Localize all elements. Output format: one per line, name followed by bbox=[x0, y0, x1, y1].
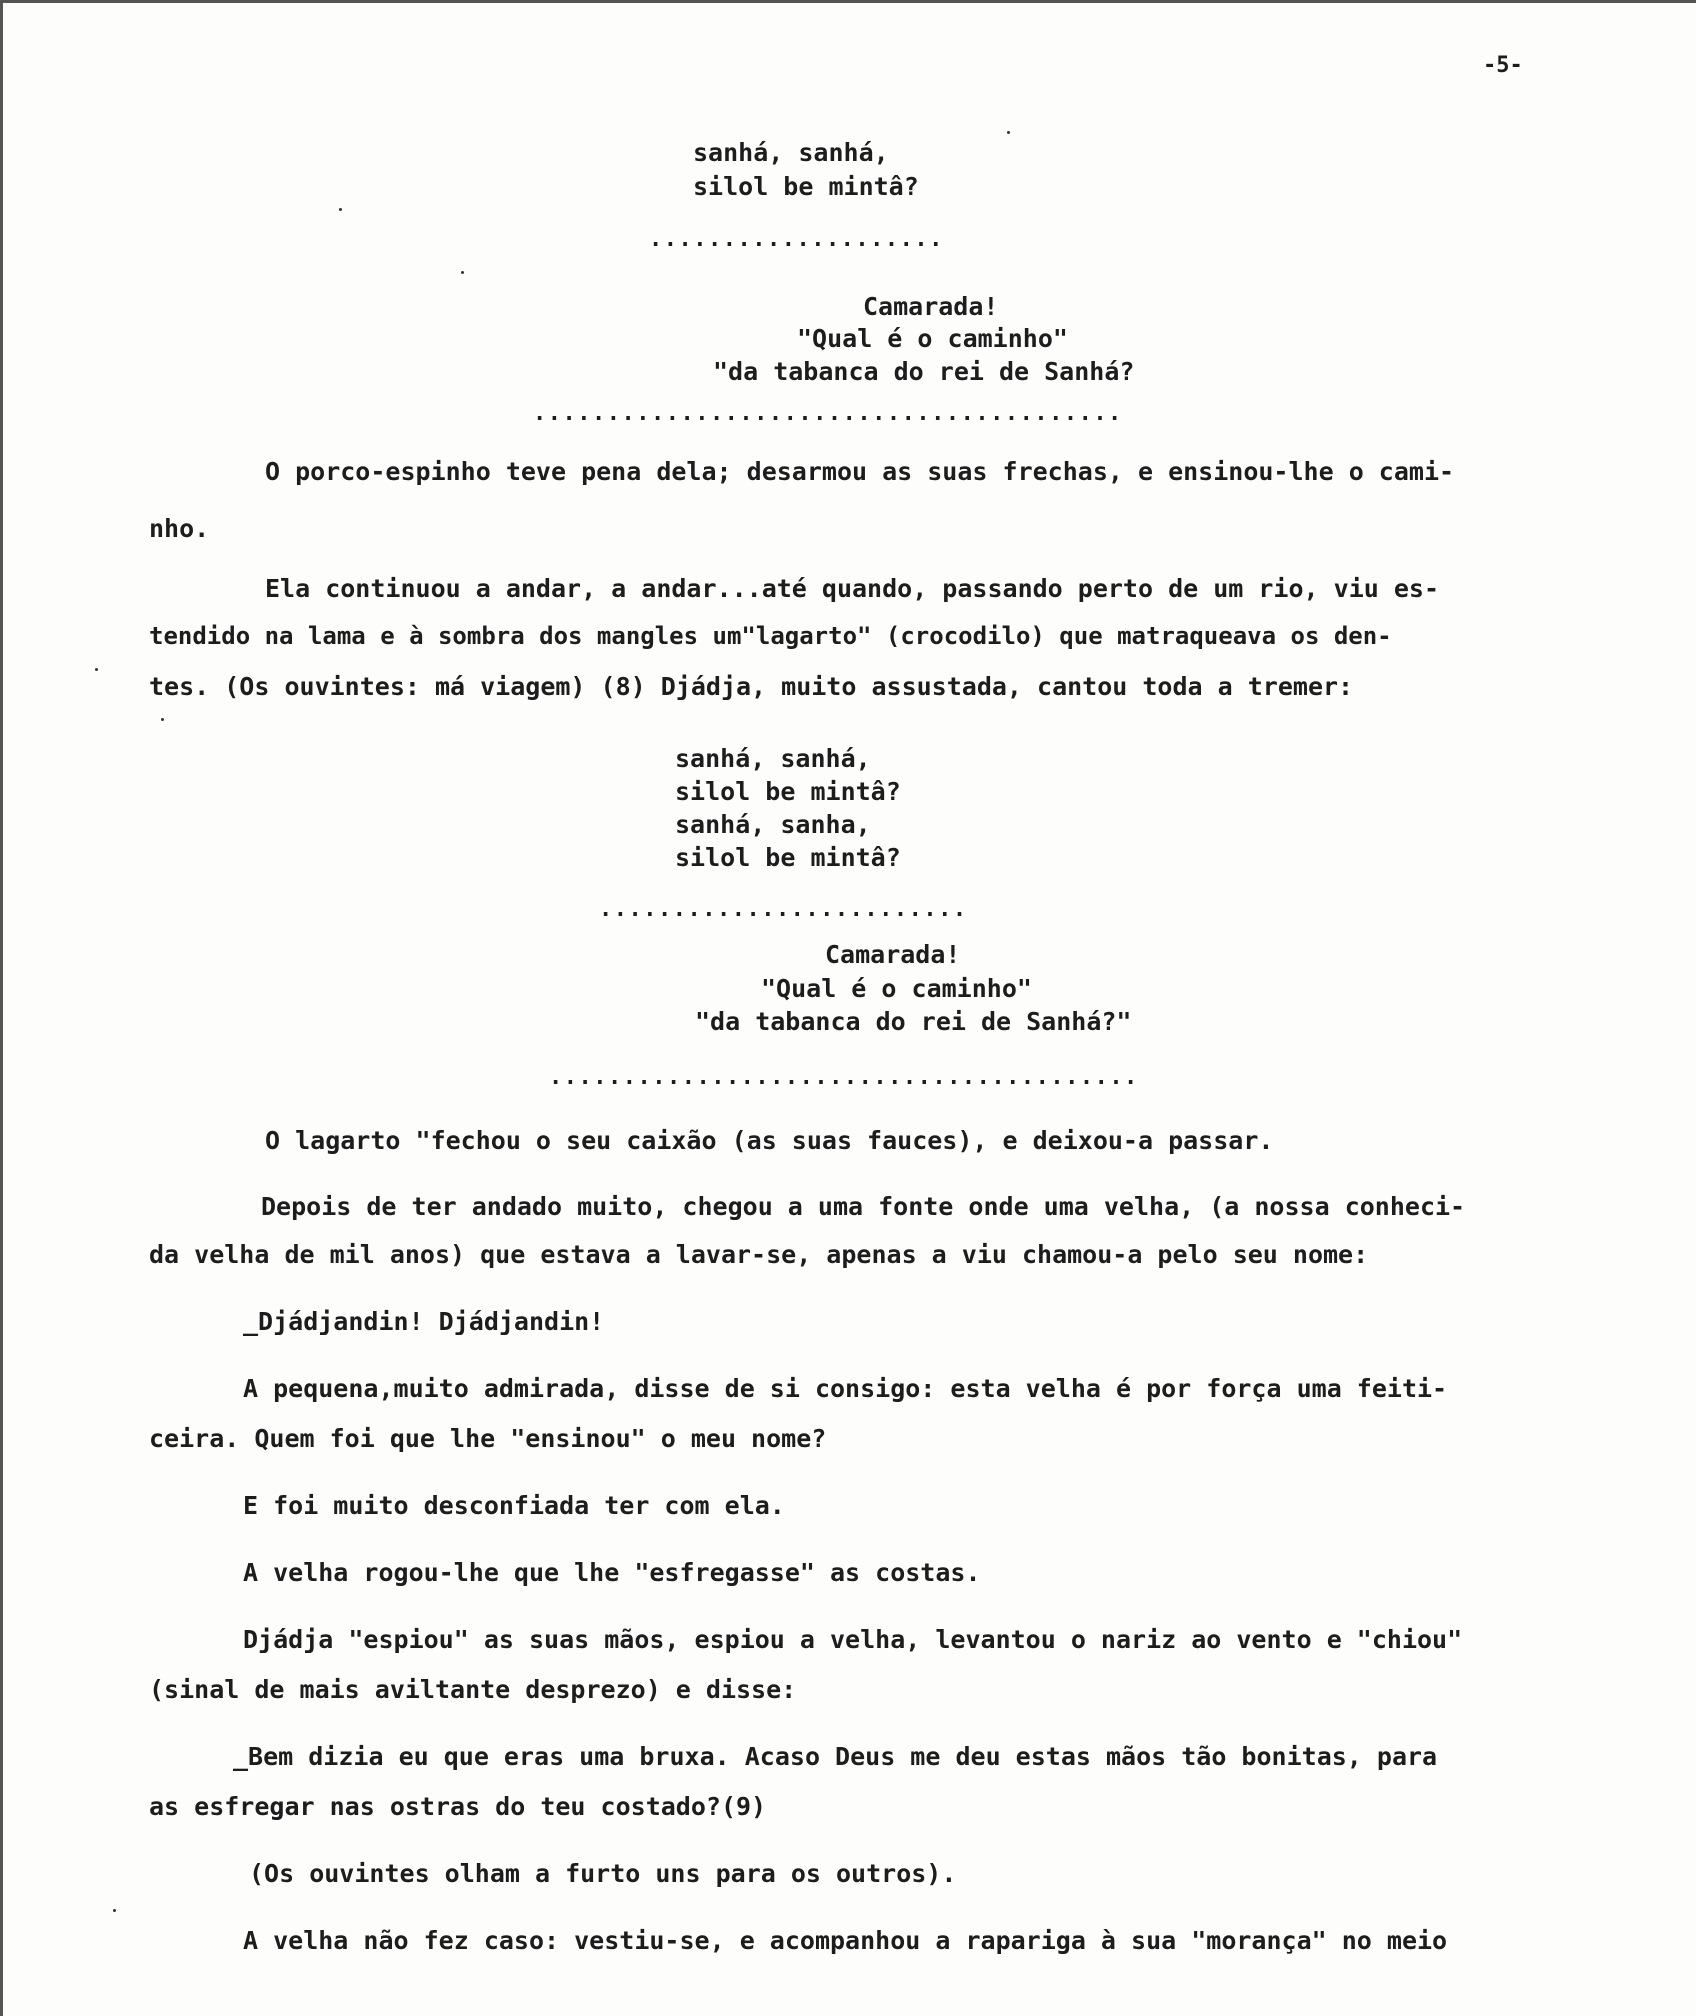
chorus2-line-1: Camarada! bbox=[825, 940, 961, 969]
paragraph-1-line-1: O porco-espinho teve pena dela; desarmou as suas frechas, e ensinou-lhe o cami- bbox=[265, 457, 1455, 486]
song2-line-3: sanhá, sanha, bbox=[675, 810, 871, 839]
paragraph-4-line-1: Depois de ter andado muito, chegou a uma fonte onde uma velha, (a nossa conheci- bbox=[261, 1192, 1466, 1221]
paragraph-10-line-1: _Bem dizia eu que eras uma bruxa. Acaso Deus me deu estas mãos tão bonitas, para bbox=[233, 1742, 1438, 1771]
scan-speck bbox=[113, 1909, 116, 1912]
chorus1-line-2: "Qual é o caminho" bbox=[797, 324, 1068, 353]
paragraph-10-line-2: as esfregar nas ostras do teu costado?(9) bbox=[149, 1792, 767, 1821]
chorus1-line-3: "da tabanca do rei de Sanhá? bbox=[713, 357, 1135, 386]
scan-speck bbox=[461, 271, 464, 274]
paragraph-8: A velha rogou-lhe que lhe "esfregasse" as costas. bbox=[243, 1558, 981, 1587]
scan-speck bbox=[161, 718, 164, 721]
paragraph-1-line-2: nho. bbox=[149, 514, 210, 543]
paragraph-7: E foi muito desconfiada ter com ela. bbox=[243, 1491, 785, 1520]
paragraph-4-line-2: da velha de mil anos) que estava a lavar-se, apenas a viu chamou-a pelo seu nome: bbox=[149, 1240, 1369, 1269]
song2-line-1: sanhá, sanhá, bbox=[675, 744, 871, 773]
paragraph-9-line-1: Djádja "espiou" as suas mãos, espiou a velha, levantou o nariz ao vento e "chiou" bbox=[243, 1625, 1463, 1654]
chorus2-line-2: "Qual é o caminho" bbox=[761, 974, 1032, 1003]
paragraph-3: O lagarto "fechou o seu caixão (as suas fauces), e deixou-a passar. bbox=[265, 1126, 1274, 1155]
scan-speck bbox=[1007, 131, 1010, 134]
page-number: -5- bbox=[1483, 53, 1523, 78]
chorus2-line-3: "da tabanca do rei de Sanhá?" bbox=[695, 1007, 1132, 1036]
paragraph-2-line-2: tendido na lama e à sombra dos mangles um"lagarto" (crocodilo) que matraqueava os den- bbox=[149, 622, 1392, 650]
song1-line-2: silol be mintâ? bbox=[693, 172, 919, 201]
paragraph-2-line-3: tes. (Os ouvintes: má viagem) (8) Djádja, muito assustada, cantou toda a tremer: bbox=[149, 672, 1354, 701]
song1-dots: .................... bbox=[649, 227, 944, 252]
paragraph-11: (Os ouvintes olham a furto uns para os outros). bbox=[249, 1859, 957, 1888]
song1-line-1: sanhá, sanhá, bbox=[693, 138, 889, 167]
chorus1-line-1: Camarada! bbox=[863, 292, 999, 321]
paragraph-2-line-1: Ela continuou a andar, a andar...até quando, passando perto de um rio, viu es- bbox=[265, 574, 1439, 603]
paragraph-9-line-2: (sinal de mais aviltante desprezo) e disse: bbox=[149, 1675, 797, 1704]
song2-dots: ......................... bbox=[599, 897, 968, 922]
paragraph-12: A velha não fez caso: vestiu-se, e acompanhou a rapariga à sua "morança" no meio bbox=[243, 1926, 1448, 1955]
chorus1-dots: ........................................ bbox=[533, 401, 1123, 426]
song2-line-4: silol be mintâ? bbox=[675, 843, 901, 872]
scan-speck bbox=[339, 208, 342, 211]
paragraph-6-line-1: A pequena,muito admirada, disse de si consigo: esta velha é por força uma feiti- bbox=[243, 1374, 1448, 1403]
song2-line-2: silol be mintâ? bbox=[675, 777, 901, 806]
chorus2-dots: ........................................ bbox=[549, 1065, 1139, 1090]
scan-speck bbox=[95, 668, 98, 671]
paragraph-6-line-2: ceira. Quem foi que lhe "ensinou" o meu nome? bbox=[149, 1424, 827, 1453]
paragraph-5: _Djádjandin! Djádjandin! bbox=[243, 1307, 605, 1336]
